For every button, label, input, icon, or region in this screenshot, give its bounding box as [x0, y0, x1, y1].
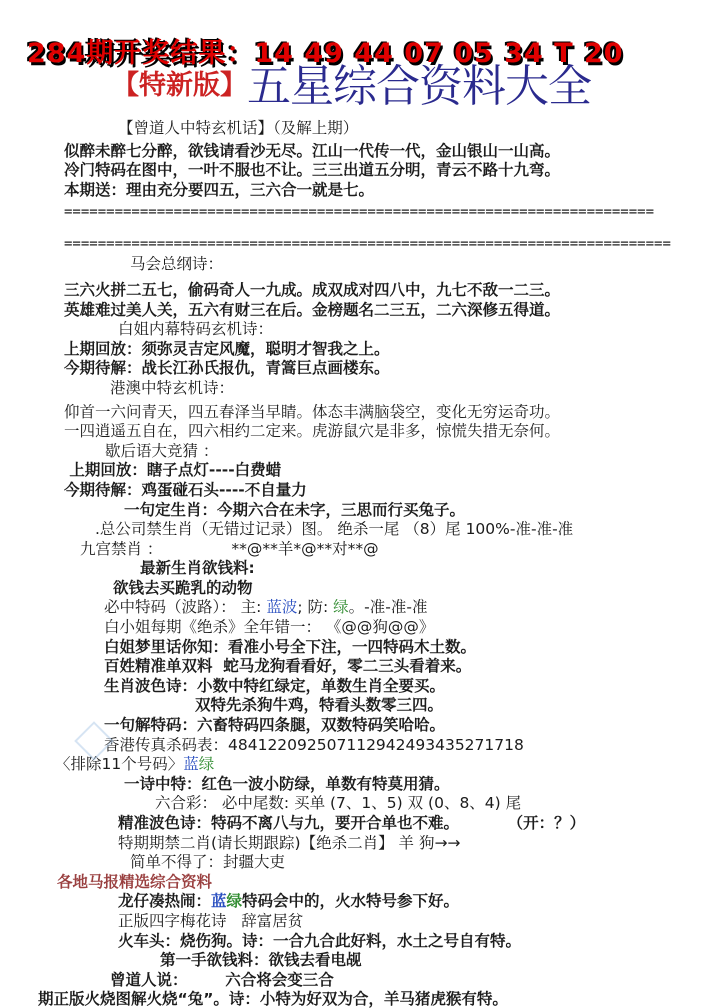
text-line [0, 501, 712, 521]
text-line [0, 320, 712, 340]
text-line [0, 255, 712, 275]
text-segment: 特期期禁二肖(请长期跟踪)【绝杀二肖】 羊 狗→→ [118, 833, 461, 852]
text-segment: 各地马报精选综合资料 [57, 872, 213, 891]
text-line [0, 301, 712, 321]
text-segment: 蓝波 [266, 598, 298, 617]
text-segment: 六合彩： 必中尾数: 买单 (7、1、5) 双 (0、8、4) 尾 [155, 794, 522, 813]
text-segment: 香港传真杀码表：484122092507112942493435271718 [104, 735, 524, 754]
text-segment: 似醉未醉七分醉，欲钱请看沙无尽。江山一代传一代，金山银山一山高。 [64, 141, 561, 160]
text-segment: 火车头：烧伤狗。诗：一合九合此好料，水土之号自有特。 [118, 931, 522, 950]
text-segment: 精准波色诗：特码不离八与九，要开合单也不难。 （开：？） [118, 814, 586, 832]
text-line [0, 638, 712, 658]
text-segment: 白姐内幕特码玄机诗： [118, 320, 274, 339]
text-segment: 绿 [333, 598, 349, 617]
text-line [0, 379, 712, 399]
text-segment: 白姐梦里话你知：看准小号全下注，一四特码木土数。 [104, 637, 477, 656]
text-segment: 马会总纲诗： [130, 255, 224, 274]
draw-result-banner: 284期开奖结果：14 49 44 07 05 34 T 20 [27, 38, 624, 69]
text-segment: 龙仔凑热闹： [118, 892, 212, 911]
text-line [0, 403, 712, 423]
separator-line [0, 203, 712, 222]
text-segment: 正版四字梅花诗 辞富居贫 [118, 911, 304, 930]
text-line [0, 775, 712, 795]
text-line [0, 119, 712, 139]
text-line [0, 853, 712, 873]
text-line [0, 912, 712, 932]
text-segment: 第一手欲钱料：欲钱去看电觇 [160, 951, 362, 970]
text-line [0, 814, 712, 834]
text-segment: .总公司禁生肖（无错过记录）图。 绝杀一尾 （8）尾 100%-准-准-准 [95, 520, 574, 539]
text-line [0, 281, 712, 301]
text-segment: 一四逍遥五自在，四六相约二定来。虎游鼠穴是非多，惊慌失措无奈何。 [64, 422, 561, 441]
text-segment: 冷门特码在图中，一叶不服也不让。三三出道五分明，青云不路十九弯。 [64, 161, 561, 180]
text-line [0, 442, 712, 462]
text-segment: 蓝 [183, 755, 199, 774]
text-segment: 本期送：理由充分要四五，三六合一就是七。 [64, 180, 375, 199]
text-line [0, 873, 712, 893]
text-line [0, 559, 712, 579]
text-line [0, 794, 712, 814]
text-segment: 英雄难过美人关，五六有财三在后。金榜题名二三五，二六深修五得道。 [64, 300, 561, 319]
text-segment: 简单不得了：封疆大吏 [130, 853, 286, 872]
text-line [0, 481, 712, 501]
text-segment: 特码会中的，火水特号参下好。 [242, 892, 460, 911]
text-segment: ======================================================================== [64, 236, 671, 253]
text-segment: 【曾道人中特玄机话】（及解上期） [118, 119, 359, 137]
content-lines [0, 119, 712, 1008]
text-line [0, 142, 712, 162]
text-line [0, 716, 712, 736]
text-line [0, 461, 712, 481]
text-segment: 〈排除11个号码〉 [55, 755, 184, 774]
text-segment: 三六火拼二五七，偷码奇人一九成。成双成对四八中，九七不敌一二三。 [64, 280, 561, 299]
text-line [0, 677, 712, 697]
text-segment: 今期待解：战长江孙氏报仇，青篙巨点画楼东。 [64, 359, 390, 378]
text-line [0, 951, 712, 971]
text-segment: 白小姐每期《绝杀》全年错一： 《@@狗@@》 [104, 618, 435, 637]
text-line [0, 181, 712, 201]
text-line [0, 657, 712, 677]
text-segment: 最新生肖欲钱料: [140, 559, 255, 578]
text-segment: 港澳中特玄机诗： [110, 378, 235, 397]
text-segment: 上期回放：须弥灵吉定风魔，聪明才智我之上。 [64, 339, 390, 358]
text-segment: 双特先杀狗牛鸡，特看头数零三四。 [195, 696, 444, 715]
text-segment: 一句定生肖：今期六合在未字，三思而行买兔子。 [124, 500, 466, 519]
text-line [0, 618, 712, 638]
text-segment: 上期回放：瞎子点灯----白费蜡 [64, 461, 282, 480]
text-line [0, 990, 712, 1008]
text-segment: 生肖波色诗：小数中特红绿定，单数生肖全要买。 [104, 676, 446, 695]
edition-tag: 【特新版】 [112, 70, 247, 101]
text-segment: 一句解特码：六畜特码四条腿，双数特码笑哈哈。 [104, 716, 446, 735]
separator-line [0, 235, 712, 254]
text-segment: ; 防: [297, 598, 334, 617]
text-line [0, 161, 712, 181]
page-title: 五星综合资料大全 [247, 61, 591, 112]
text-segment: ====================================================================== [64, 204, 655, 221]
text-line [0, 359, 712, 379]
text-line [0, 932, 712, 952]
text-segment: 期正版火烧图解火烧“兔”。诗：小特为好双为合，羊马猪虎猴有特。 [38, 990, 508, 1008]
text-line [0, 834, 712, 854]
text-line [0, 598, 712, 618]
text-segment: 今期待解：鸡蛋碰石头----不自量力 [64, 480, 307, 499]
text-segment: 。-准-准-准 [348, 598, 428, 617]
text-line [0, 340, 712, 360]
text-segment: 蓝 [211, 892, 227, 911]
text-segment: 欲钱去买跪乳的动物 [113, 578, 253, 597]
text-segment: 曾道人说： 六合将会变三合 [110, 970, 334, 989]
text-line [0, 540, 712, 560]
text-line [0, 892, 712, 912]
text-line [0, 422, 712, 442]
text-line [0, 696, 712, 716]
text-segment: 九宫禁肖 ： **@**羊*@**对**@ [80, 539, 379, 558]
text-line [0, 520, 712, 540]
text-line [0, 971, 712, 991]
text-segment: 一诗中特：红色一波小防绿，单数有特莫用猜。 [124, 774, 450, 793]
text-segment: 歇后语大竞猜 ： [105, 441, 219, 460]
text-line [0, 755, 712, 775]
text-segment: 绿 [198, 755, 215, 774]
text-segment: 仰首一六问青天，四五春泽当早睛。体态丰满脑袋空，变化无穷运奇功。 [64, 402, 561, 421]
text-segment: 百姓精准单双料 蛇马龙狗看看好，零二三头看着来。 [104, 657, 472, 676]
text-segment: 必中特码（波路）： 主: [104, 598, 267, 617]
text-line [0, 579, 712, 599]
text-segment: 绿 [226, 892, 243, 911]
